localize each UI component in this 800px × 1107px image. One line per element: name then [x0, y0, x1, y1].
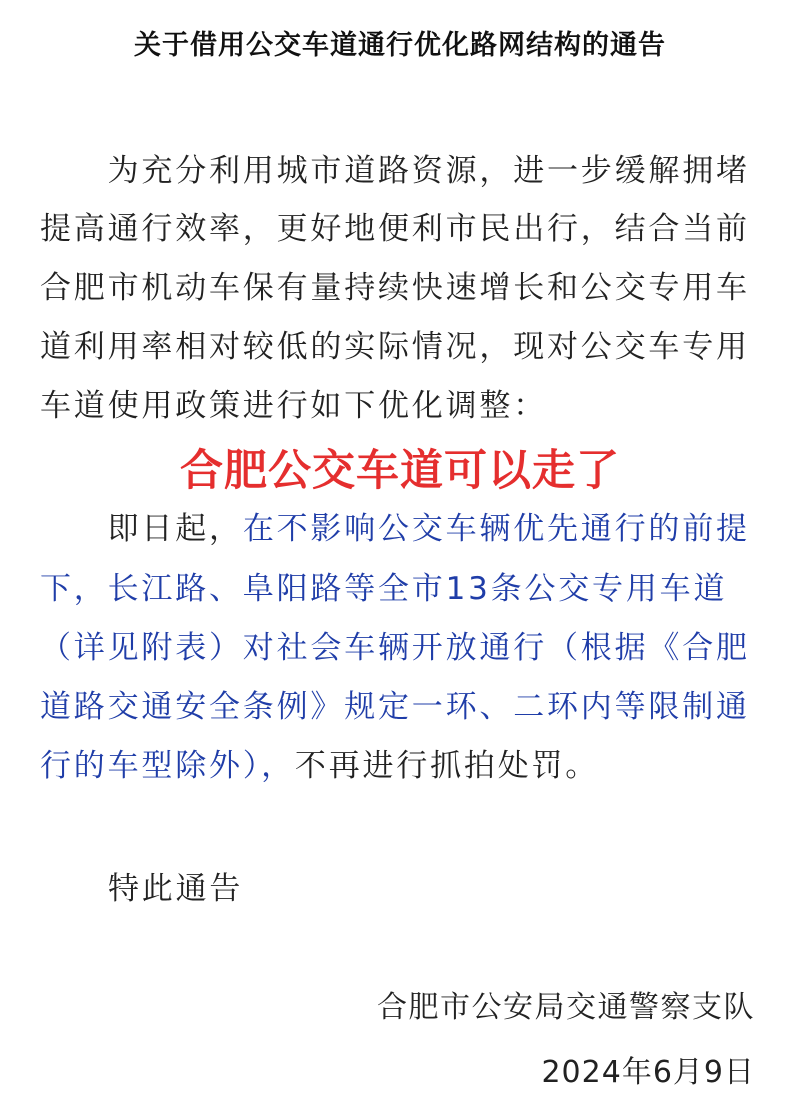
intro-line-4: 道利用率相对较低的实际情况，现对公交车专用: [40, 329, 750, 365]
closing-text: 特此通告: [108, 871, 244, 907]
intro-line-1: 为充分利用城市道路资源，进一步缓解拥堵: [40, 153, 750, 189]
body-line-2: 下，长江路、阜阳路等全市13条公交专用车道: [40, 571, 728, 607]
issuer-name: 合肥市公安局交通警察支队: [377, 990, 755, 1025]
notice-title: 关于借用公交车道通行优化路网结构的通告: [134, 30, 666, 61]
headline-red: 合肥公交车道可以走了: [180, 446, 620, 496]
body-line-1: [40, 500, 760, 558]
body-line-3: （详见附表）对社会车辆开放通行（根据《合肥: [40, 630, 750, 666]
body-tail-text: 不再进行抓拍处罚。: [294, 748, 600, 784]
intro-line-3: 合肥市机动车保有量持续快速增长和公交专用车: [40, 270, 750, 306]
body-line-5: [40, 737, 760, 795]
body-highlight-1: 在不影响公交车辆优先通行的前提: [242, 511, 750, 547]
body-lead-text: 即日起，: [40, 511, 243, 547]
intro-line-5: 车道使用政策进行如下优化调整：: [40, 388, 547, 424]
body-line-4: 道路交通安全条例》规定一环、二环内等限制通: [40, 689, 750, 725]
issue-date: 2024年6月9日: [541, 1055, 755, 1090]
body-highlight-last: 行的车型除外），: [40, 748, 295, 784]
intro-line-2: 提高通行效率，更好地便利市民出行，结合当前: [40, 211, 750, 247]
